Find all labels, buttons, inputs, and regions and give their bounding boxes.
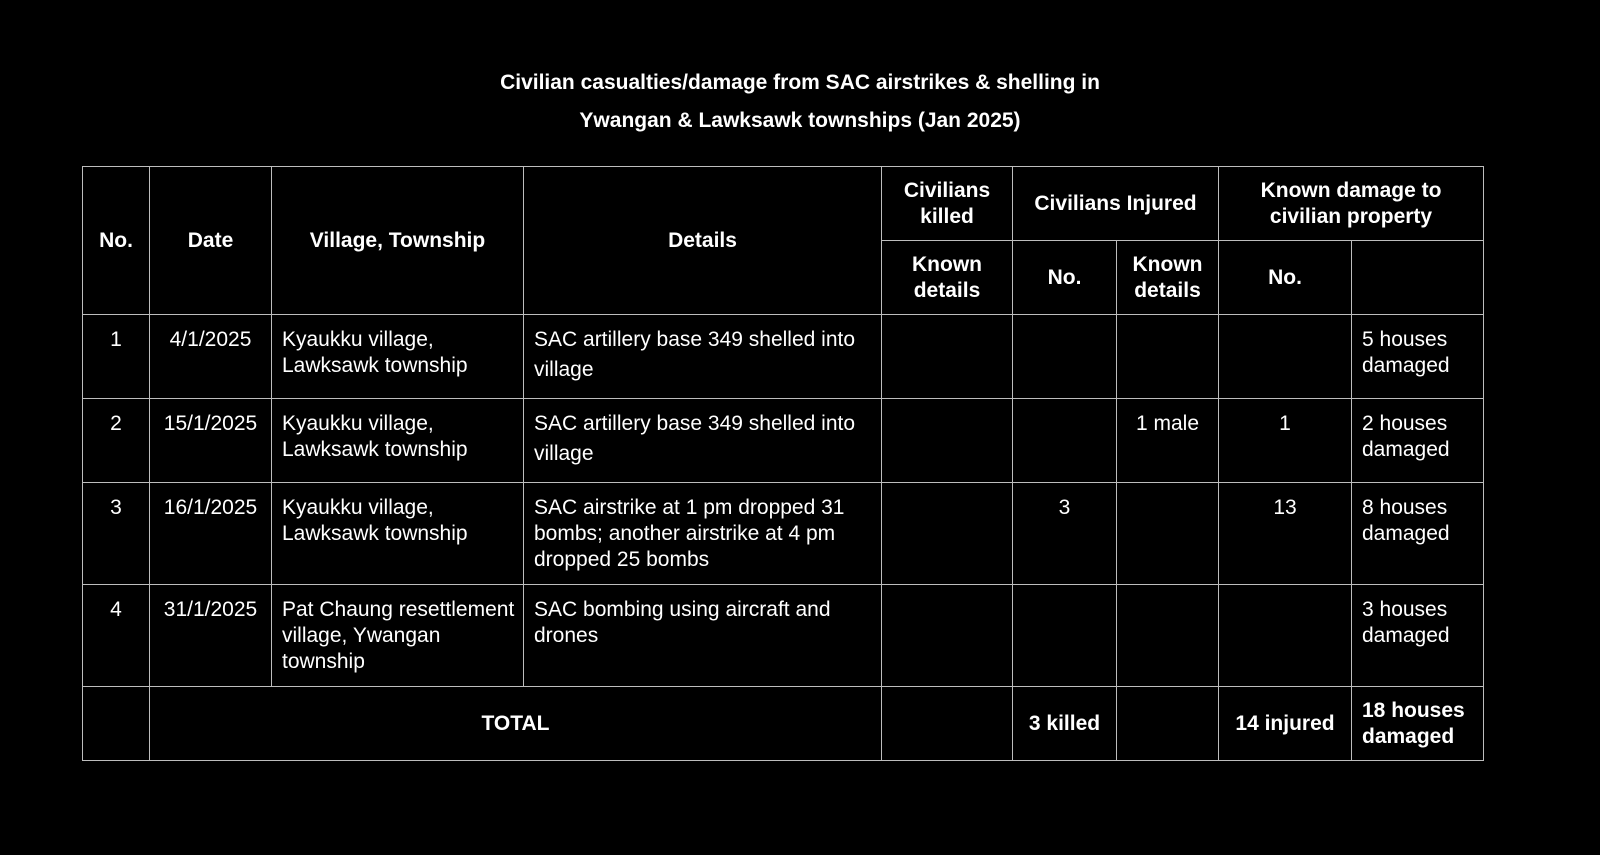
page-title [0, 64, 1600, 140]
cell-killed-known [882, 585, 1013, 687]
cell-date: 15/1/2025 [150, 399, 272, 483]
cell-injured-no [1013, 399, 1117, 483]
cell-village: Kyaukku village, Lawksawk township [272, 483, 524, 585]
total-killed-known-blank [882, 687, 1013, 761]
header-no: No. [83, 167, 150, 315]
total-no-blank [83, 687, 150, 761]
cell-details: SAC airstrike at 1 pm dropped 31 bombs; another airstrike at 4 pm dropped 25 bombs [524, 483, 882, 585]
cell-damage-detail: 3 houses damaged [1352, 585, 1484, 687]
cell-no: 2 [83, 399, 150, 483]
cell-injured-known [1117, 483, 1219, 585]
total-label: TOTAL [150, 687, 882, 761]
title-line-1: Civilian casualties/damage from SAC airstrikes & shelling in [500, 71, 1100, 94]
cell-village: Kyaukku village, Lawksawk township [272, 399, 524, 483]
cell-injured-known [1117, 315, 1219, 399]
header-injured-no: No. [1013, 241, 1117, 315]
cell-damage-no [1219, 315, 1352, 399]
header-damage-blank [1352, 241, 1484, 315]
cell-injured-known [1117, 585, 1219, 687]
total-injured: 14 injured [1219, 687, 1352, 761]
header-village: Village, Township [272, 167, 524, 315]
cell-killed-known [882, 483, 1013, 585]
total-injured-known-blank [1117, 687, 1219, 761]
cell-injured-no [1013, 585, 1117, 687]
cell-injured-no: 3 [1013, 483, 1117, 585]
header-injured-known-details: Known details [1117, 241, 1219, 315]
cell-damage-detail: 5 houses damaged [1352, 315, 1484, 399]
cell-details: SAC artillery base 349 shelled into village [524, 315, 882, 399]
cell-details: SAC bombing using aircraft and drones [524, 585, 882, 687]
header-civilians-killed: Civilians killed [882, 167, 1013, 241]
casualties-table [82, 166, 1484, 761]
cell-killed-known [882, 399, 1013, 483]
header-row-1 [83, 167, 1484, 241]
cell-injured-known: 1 male [1117, 399, 1219, 483]
cell-damage-no: 13 [1219, 483, 1352, 585]
total-row [83, 687, 1484, 761]
table-row [83, 585, 1484, 687]
cell-date: 16/1/2025 [150, 483, 272, 585]
header-details: Details [524, 167, 882, 315]
header-killed-known-details: Known details [882, 241, 1013, 315]
cell-no: 3 [83, 483, 150, 585]
cell-details: SAC artillery base 349 shelled into village [524, 399, 882, 483]
cell-damage-no [1219, 585, 1352, 687]
table-row [83, 483, 1484, 585]
header-property-damage: Known damage to civilian property [1219, 167, 1484, 241]
cell-no: 1 [83, 315, 150, 399]
cell-killed-known [882, 315, 1013, 399]
title-line-2: Ywangan & Lawksawk townships (Jan 2025) [579, 109, 1021, 132]
header-civilians-injured: Civilians Injured [1013, 167, 1219, 241]
cell-damage-no: 1 [1219, 399, 1352, 483]
total-killed: 3 killed [1013, 687, 1117, 761]
total-damage: 18 houses damaged [1352, 687, 1484, 761]
cell-date: 4/1/2025 [150, 315, 272, 399]
cell-injured-no [1013, 315, 1117, 399]
cell-no: 4 [83, 585, 150, 687]
cell-damage-detail: 8 houses damaged [1352, 483, 1484, 585]
header-date: Date [150, 167, 272, 315]
table-row [83, 315, 1484, 399]
cell-village: Kyaukku village, Lawksawk township [272, 315, 524, 399]
table-row [83, 399, 1484, 483]
cell-date: 31/1/2025 [150, 585, 272, 687]
header-damage-no: No. [1219, 241, 1352, 315]
cell-village: Pat Chaung resettlement village, Ywangan township [272, 585, 524, 687]
cell-damage-detail: 2 houses damaged [1352, 399, 1484, 483]
